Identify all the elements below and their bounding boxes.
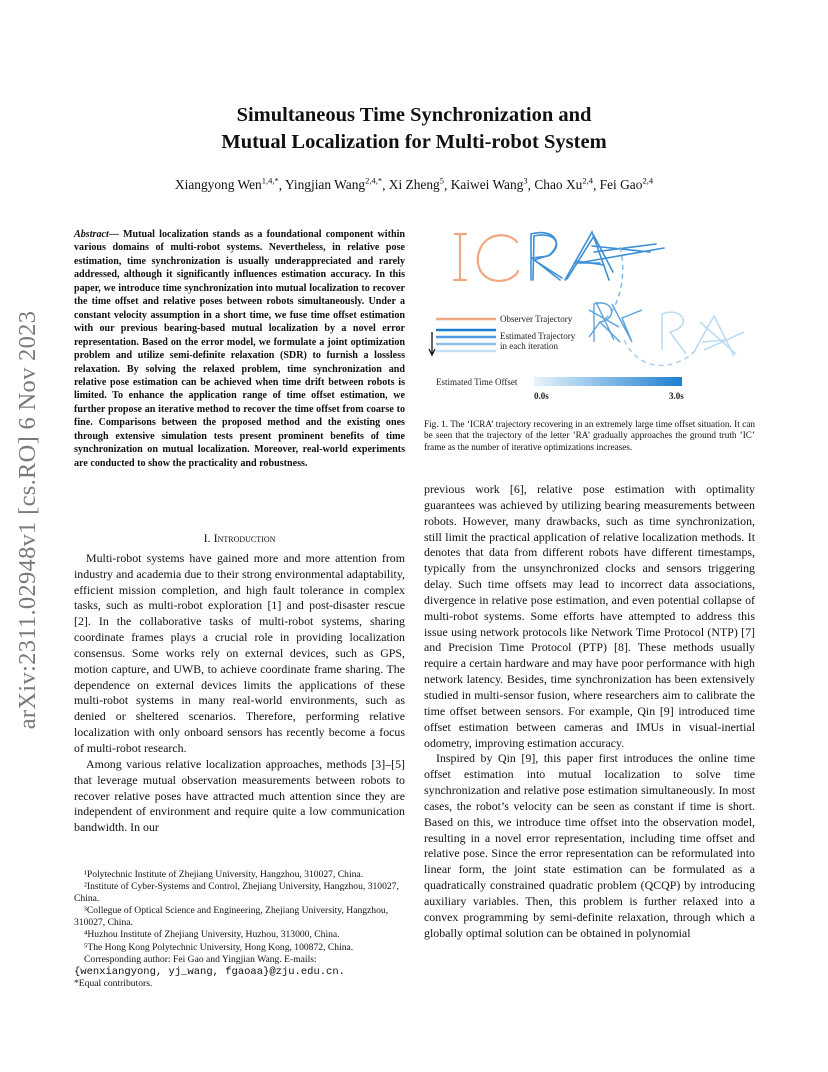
figure-caption: Fig. 1. The ‘ICRA’ trajectory recovering in an extremely large time offset situation. It can be seen that the trajectory of the letter ’RA’ gradually approaches the ground truth ’IC’ frame as the number of iterative optimizations increases.	[424, 419, 755, 452]
footnote-equal: *Equal contributors.	[74, 977, 153, 989]
offset-tick-start: 0.0s	[534, 391, 549, 401]
footnote: ³Collegue of Optical Science and Engineering, Zhejiang University, Hangzhou, 310027, China.	[74, 905, 389, 929]
author: Kaiwei Wang$^3$	[450, 176, 528, 193]
paper-title	[0, 102, 828, 156]
author: Xi Zheng$^5$	[388, 176, 444, 193]
footnote-corresponding: Corresponding author: Fei Gao and Yingjian Wang. E-mails:	[84, 953, 317, 965]
offset-legend-text: Estimated Time Offset	[436, 377, 518, 387]
arxiv-identifier-sidebar	[8, 280, 48, 760]
estimated-trajectory-late	[662, 312, 744, 356]
figure-1	[424, 222, 755, 412]
paragraph: previous work [6], relative pose estimation with optimality guarantees was achieved by utilizing bearing measurements between robots. However, many drawbacks, such as time synchronization, still limit the practical application of relative localization methods. It denotes that data from different robots have different timestamps, typically from the unsynchronized clocks and sensors triggering delay. Such time offsets may lead to incorrect data associations, divergence in relative pose estimation, and even potential collapse of multi-robot systems. Some efforts have attempted to address this issue using network protocols like Network Time Protocol (NTP) [7] and Precision Time Protocol (PTP) [8]. These methods usually require a certain hardware and may have poor performance with high network latency. Besides, time synchronization has been extensively studied in multi-sensor fusion, where researchers aim to calibrate the time offset between sensors. For example, Qin [9] introduced time offset estimation between cameras and IMUs in visual-inertial odometry, improving estimation accuracy.	[424, 482, 755, 750]
figure-1-graphic	[424, 222, 755, 412]
offset-colorbar	[534, 377, 682, 386]
title-line-2: Mutual Localization for Multi-robot System	[221, 131, 607, 153]
author: Xiangyong Wen$^{1,4,*}$	[174, 176, 279, 193]
author: Fei Gao$^{2,4}$	[599, 176, 654, 193]
footnote: ⁵The Hong Kong Polytechnic University, Hong Kong, 100872, China.	[84, 941, 354, 953]
estimated-legend-text: Estimated Trajectory	[500, 331, 576, 341]
author-list: Xiangyong Wen$^{1,4,*}$, Yingjian Wang$^{2,4,*}$, Xi Zheng$^5$, Kaiwei Wang$^3$, Chao Xu$^{2,4}$, Fei Gao$^{2,4}$	[174, 176, 654, 193]
observer-legend-text: Observer Trajectory	[500, 314, 573, 324]
estimated-legend-text: in each iteration	[500, 341, 558, 351]
paragraph: Multi-robot systems have gained more and more attention from industry and academia due to their strong environmental adaptability, efficient mission completion, and high fault tolerance in complex tasks, such as multi-robot exploration [1] and post-disaster rescue [2]. In the collaborative tasks of multi-robot systems, sharing coordinate frames plays a crucial role in providing localization consensus. Some works rely on external devices, such as GPS, motion capture, and UWB, to achieve coordinate frame sharing. The dependence on external devices limits the applications of these multi-robot systems in many real-world environments, such as denied or sheltered scenarios. Therefore, performing relative localization with only onboard sensors has recently become a focus of multi-robot research.	[74, 550, 405, 755]
observer-trajectory-ic	[454, 234, 518, 281]
paragraph: Inspired by Qin [9], this paper first introduces the online time offset estimation into mutual localization to solve time synchronization and relative pose estimation simultaneously. In most cases, the robot’s velocity can be seen as constant if time is short. Based on this, we introduce time offset into the observation model, resulting in a novel error representation, including time offset and relative pose. Since the error representation can be reformulated into linear form, the joint state estimation can be formulated as a quadratically constrained quadratic problem (QCQP) by introducing auxiliary variables. Then, this problem is further relaxed into a convex programming by semi-definite relaxation, through which a globally optimal solution can be obtained in polynomial	[424, 751, 755, 940]
footnote-emails: {wenxiangyong, yj_wang, fgaoaa}@zju.edu.cn.	[74, 965, 345, 978]
paragraph: Among various relative localization approaches, methods [3]–[5] that leverage mutual observation measurements between robots to recover relative poses have attracted much attention since they are independent of environment and require quite a low communication bandwidth. In our	[74, 756, 405, 835]
abstract	[74, 228, 405, 470]
title-line-1: Simultaneous Time Synchronization and	[236, 104, 592, 126]
left-column-intro	[74, 531, 405, 836]
right-column	[424, 482, 755, 941]
estimated-trajectory-ra	[531, 232, 664, 280]
footnotes	[74, 869, 405, 990]
footnote: ¹Polytechnic Institute of Zhejiang University, Hangzhou, 310027, China.	[84, 869, 364, 880]
iteration-arrow-icon	[429, 332, 435, 355]
abstract-text: — Mutual localization stands as a foundational component within various domains of multi-robot systems. Nevertheless, in relative pose estimation, time synchronization is usually underappreciated and rarely addressed, although it significantly influences estimation accuracy. In this paper, we introduce time synchronization into mutual localization to recover the time offset and relative poses between robots simultaneously. Under a constant velocity assumption in a short time, we fuse time offset estimation with our previous bearing-based mutual localization by a novel error representation. Based on the error model, we formulate a joint optimization problem and utilize semi-definite relaxation (SDR) to furnish a lossless relaxation. By solving the relaxed problem, time synchronization and relative pose estimation can be achieved when time drift between robots is limited. To enhance the application range of time offset estimation, we further propose an iterative method to recover the time offset from coarse to fine. Comparisons between the proposed method and the existing ones through extensive simulation tests present prominent benefits of time synchronization on mutual localization. Moreover, real-world experiments are conducted to show the practicality and robustness.	[74, 229, 405, 469]
section-heading: I. Introduction	[203, 531, 276, 545]
abstract-label: Abstract	[74, 229, 109, 240]
offset-tick-end: 3.0s	[669, 391, 684, 401]
author: Chao Xu$^{2,4}$	[534, 176, 593, 193]
estimated-trajectory-mid	[589, 302, 642, 342]
arxiv-id: arXiv:2311.02948v1 [cs.RO] 6 Nov 2023	[14, 310, 41, 730]
footnote: ²Institute of Cyber-Systems and Control, Zhejiang University, Hangzhou, 310027, China.	[74, 881, 399, 905]
author: Yingjian Wang$^{2,4,*}$	[284, 176, 383, 193]
footnote: ⁴Huzhou Institute of Zhejiang University, Huzhou, 313000, China.	[84, 929, 340, 941]
